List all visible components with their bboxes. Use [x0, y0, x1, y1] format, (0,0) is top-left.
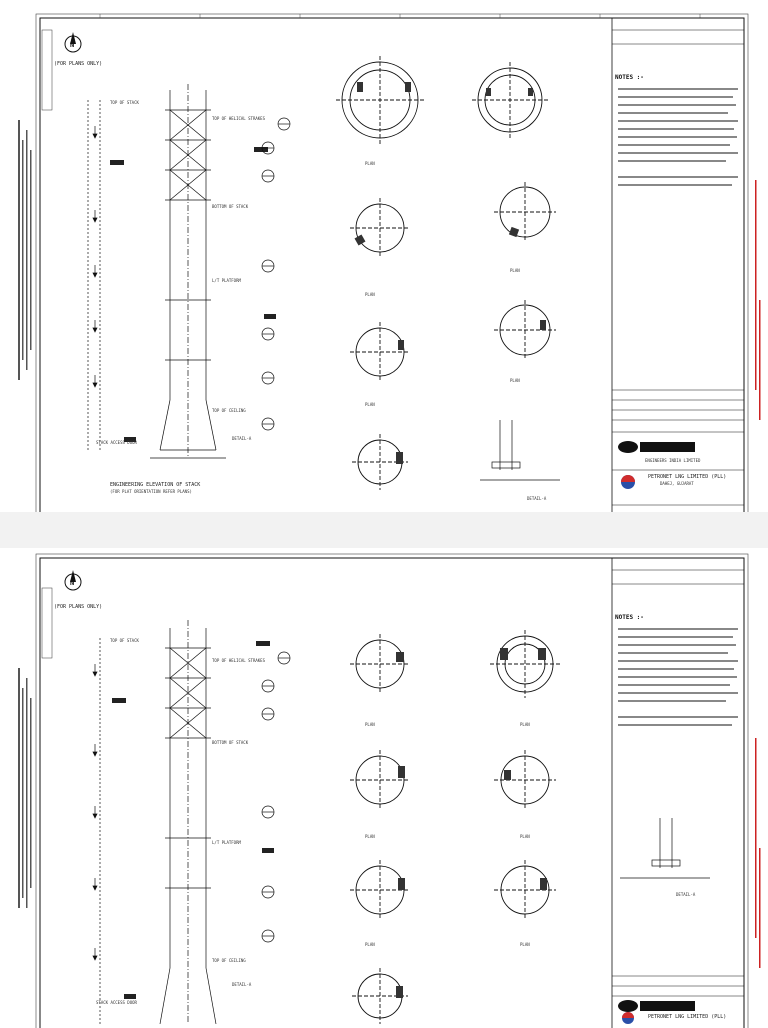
north-arrow-icon: [65, 570, 81, 590]
stack-access-door-label-2: STACK ACCESS DOOR: [96, 1000, 137, 1005]
red-stamp-2: [755, 738, 761, 968]
detail-a-title: DETAIL-A: [527, 496, 547, 501]
section-markers: [262, 118, 290, 430]
lt-platform-label-2: L/T PLATFORM: [212, 840, 241, 845]
north-arrow-icon: [65, 32, 81, 52]
red-stamp: [755, 180, 761, 420]
plan-label-2-2: PLAN: [365, 834, 375, 839]
detail-a-drawing: [480, 420, 560, 480]
drawing-sheet-2: [0, 548, 768, 1024]
plan-label-2-1: PLAN: [365, 722, 375, 727]
top-of-stack-label-2: TOP OF STACK: [110, 638, 139, 643]
svg-text:N: N: [70, 579, 75, 587]
for-plans-only-label: (FOR PLANS ONLY): [54, 61, 103, 67]
top-of-stack-label: TOP OF STACK: [110, 100, 139, 105]
top-of-ceiling-label: TOP OF CEILING: [212, 408, 246, 413]
plan-label-2-6: PLAN: [520, 942, 530, 947]
sheet-2-drawing: [0, 548, 768, 1024]
detail-a-drawing-2: [620, 818, 710, 878]
detail-a-ref-label: DETAIL-A: [232, 436, 252, 441]
company-name: PETRONET LNG LIMITED (PLL): [648, 474, 727, 480]
company-name-2: PETRONET LNG LIMITED (PLL): [648, 1014, 727, 1020]
sheet-1-drawing: [0, 0, 768, 512]
detail-a-title-2: DETAIL-A: [676, 892, 696, 897]
top-of-helical-strakes-label-2: TOP OF HELICAL STRAKES: [212, 658, 265, 663]
plan-views: [336, 56, 556, 490]
detail-a-ref-label-2: DETAIL-A: [232, 982, 252, 987]
plan-label-2-4: PLAN: [520, 722, 530, 727]
lt-platform-label: L/T PLATFORM: [212, 278, 241, 283]
notes-title: NOTES :-: [615, 74, 644, 81]
elevation-markers: [93, 126, 97, 387]
elevation-title: ENGINEERING ELEVATION OF STACK: [110, 482, 201, 488]
engineers-india-logo: [618, 1000, 695, 1012]
company-location: DAHEJ, GUJARAT: [660, 481, 694, 486]
elevation-subtitle: (FOR PLAT ORIENTATION REFER PLANS): [110, 489, 192, 494]
plan-label-2-3: PLAN: [365, 942, 375, 947]
sheet-gap: [0, 512, 768, 548]
for-plans-only-label-2: (FOR PLANS ONLY): [54, 604, 103, 610]
drawing-sheet-1: [0, 0, 768, 512]
plan-views-2: [350, 630, 560, 1024]
plan-label-2: PLAN: [365, 292, 375, 297]
top-of-helical-strakes-label: TOP OF HELICAL STRAKES: [212, 116, 265, 121]
consultant-name: ENGINEERS INDIA LIMITED: [645, 458, 701, 463]
stack-elevation-2: [100, 620, 216, 1024]
petronet-logo: [621, 475, 635, 489]
plan-label-3: PLAN: [365, 402, 375, 407]
stack-access-door-label: STACK ACCESS DOOR: [96, 440, 137, 445]
stack-elevation: [88, 84, 226, 458]
plan-label-1: PLAN: [365, 161, 375, 166]
notes-title-2: NOTES :-: [615, 614, 644, 621]
bottom-of-stack-label-2: BOTTOM OF STACK: [212, 740, 249, 745]
section-markers-2: [262, 652, 290, 942]
inner-border: [40, 18, 744, 526]
bottom-of-stack-label: BOTTOM OF STACK: [212, 204, 249, 209]
svg-text:N: N: [70, 41, 75, 49]
engineers-india-logo: [618, 441, 695, 453]
top-of-ceiling-label-2: TOP OF CEILING: [212, 958, 246, 963]
revision-strip: [42, 30, 52, 110]
plan-label-5: PLAN: [510, 378, 520, 383]
elevation-markers-2: [93, 664, 97, 960]
plan-label-2-5: PLAN: [520, 834, 530, 839]
petronet-logo: [622, 1012, 634, 1024]
plan-label-4: PLAN: [510, 268, 520, 273]
